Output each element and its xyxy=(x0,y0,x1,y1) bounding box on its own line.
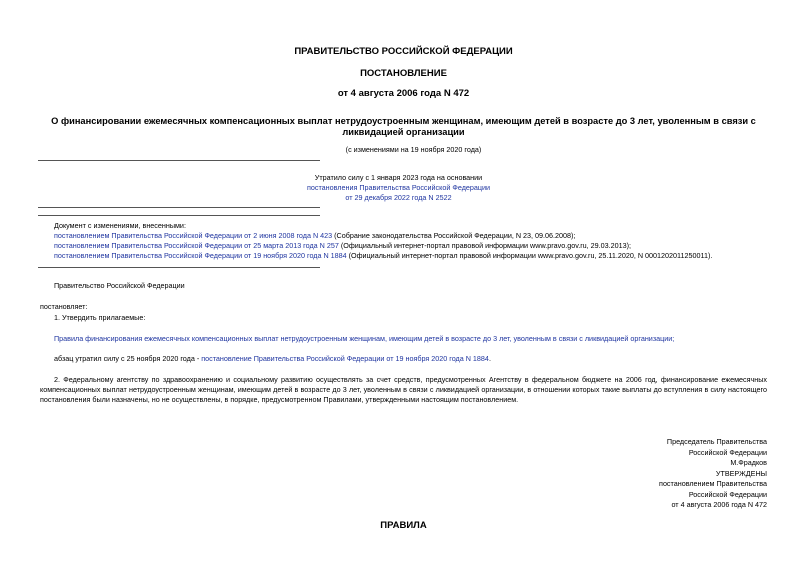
validity-link-decree[interactable]: постановления Правительства Российской Федерации xyxy=(306,183,491,192)
rules-heading: ПРАВИЛА xyxy=(380,520,427,531)
divider xyxy=(38,267,320,268)
approved-line-3: Российской Федерации xyxy=(688,489,767,499)
validity-line: Утратило силу с 1 января 2023 года на основании xyxy=(314,173,483,182)
signature-position: Председатель Правительства xyxy=(666,437,767,446)
rules-link[interactable]: Правила финансирования ежемесячных компенсационных выплат нетрудоустроенным женщинам, имеющим детей в возрасте до 3 лет, уволенным в связи с ликвидацией организации; xyxy=(54,334,675,343)
amendment-item xyxy=(54,241,631,251)
amendment-link[interactable]: постановлением Правительства Российской Федерации от 2 июня 2008 года N 423 xyxy=(54,231,333,240)
divider xyxy=(38,160,320,161)
document-type: ПОСТАНОВЛЕНИЕ xyxy=(360,68,447,79)
document-title: О финансировании ежемесячных компенсационных выплат нетрудоустроенным женщинам, имеющим детей в возрасте до 3 лет, уволенным в связи с ликвидацией организации xyxy=(51,116,756,137)
approved-label: УТВЕРЖДЕНЫ xyxy=(715,468,767,478)
amendment-source: (Собрание законодательства Российской Федерации, N 23, 09.06.2008); xyxy=(332,231,576,240)
amendment-link[interactable]: постановлением Правительства Российской Федерации от 19 ноября 2020 года N 1884 xyxy=(54,251,347,260)
lost-force-link[interactable]: постановление Правительства Российской Федерации от 19 ноября 2020 года N 1884 xyxy=(201,354,489,363)
approved-line-4: от 4 августа 2006 года N 472 xyxy=(671,500,767,509)
divider xyxy=(38,215,320,216)
divider xyxy=(38,207,320,208)
amendment-item xyxy=(54,231,575,241)
lost-force-paragraph xyxy=(54,354,491,364)
approved-line-2: постановлением Правительства xyxy=(659,479,767,488)
lost-force-text: абзац утратил силу с 25 ноября 2020 года - xyxy=(54,354,202,363)
amendments-heading: Документ с изменениями, внесенными: xyxy=(54,221,186,230)
government-heading: ПРАВИТЕЛЬСТВО РОССИЙСКОЙ ФЕДЕРАЦИИ xyxy=(294,46,513,57)
lost-force-end: . xyxy=(488,354,491,363)
decrees-text: постановляет: xyxy=(40,302,88,311)
signature-position-2: Российской Федерации xyxy=(688,447,767,457)
government-rf-text: Правительство Российской Федерации xyxy=(54,281,185,290)
amendment-link[interactable]: постановлением Правительства Российской Федерации от 25 марта 2013 года N 257 xyxy=(54,241,339,250)
signature-name: М.Фрадков xyxy=(730,458,767,467)
validity-link-date[interactable]: от 29 декабря 2022 года N 2522 xyxy=(345,193,452,202)
changes-note: (с изменениями на 19 ноября 2020 года) xyxy=(345,145,482,154)
document-date-number: от 4 августа 2006 года N 472 xyxy=(337,88,470,99)
amendment-item xyxy=(54,251,712,261)
item2-text: 2. Федеральному агентству по здравоохранению и социальному развитию осуществлять за счет средств, предусмотренных Агентству в федеральном бюджете на 2006 год, финансирование ежемесячных компенсационных выплат нетрудоустроенным женщинам, имеющим детей в возрасте до 3 лет, уволенным в связи с ликвидацией организации, в отношении которых такие выплаты до вступления в силу настоящего постановления были назначены, но не осуществлены, в порядке, предусмотренном Правилами, утвержденными настоящим постановлением. xyxy=(40,375,767,404)
item1-text: 1. Утвердить прилагаемые: xyxy=(54,313,146,322)
signature-block xyxy=(659,437,767,511)
amendment-source: (Официальный интернет-портал правовой информации www.pravo.gov.ru, 25.11.2020, N 0001202011250011). xyxy=(346,251,713,260)
amendment-source: (Официальный интернет-портал правовой информации www.pravo.gov.ru, 29.03.2013); xyxy=(338,241,632,250)
